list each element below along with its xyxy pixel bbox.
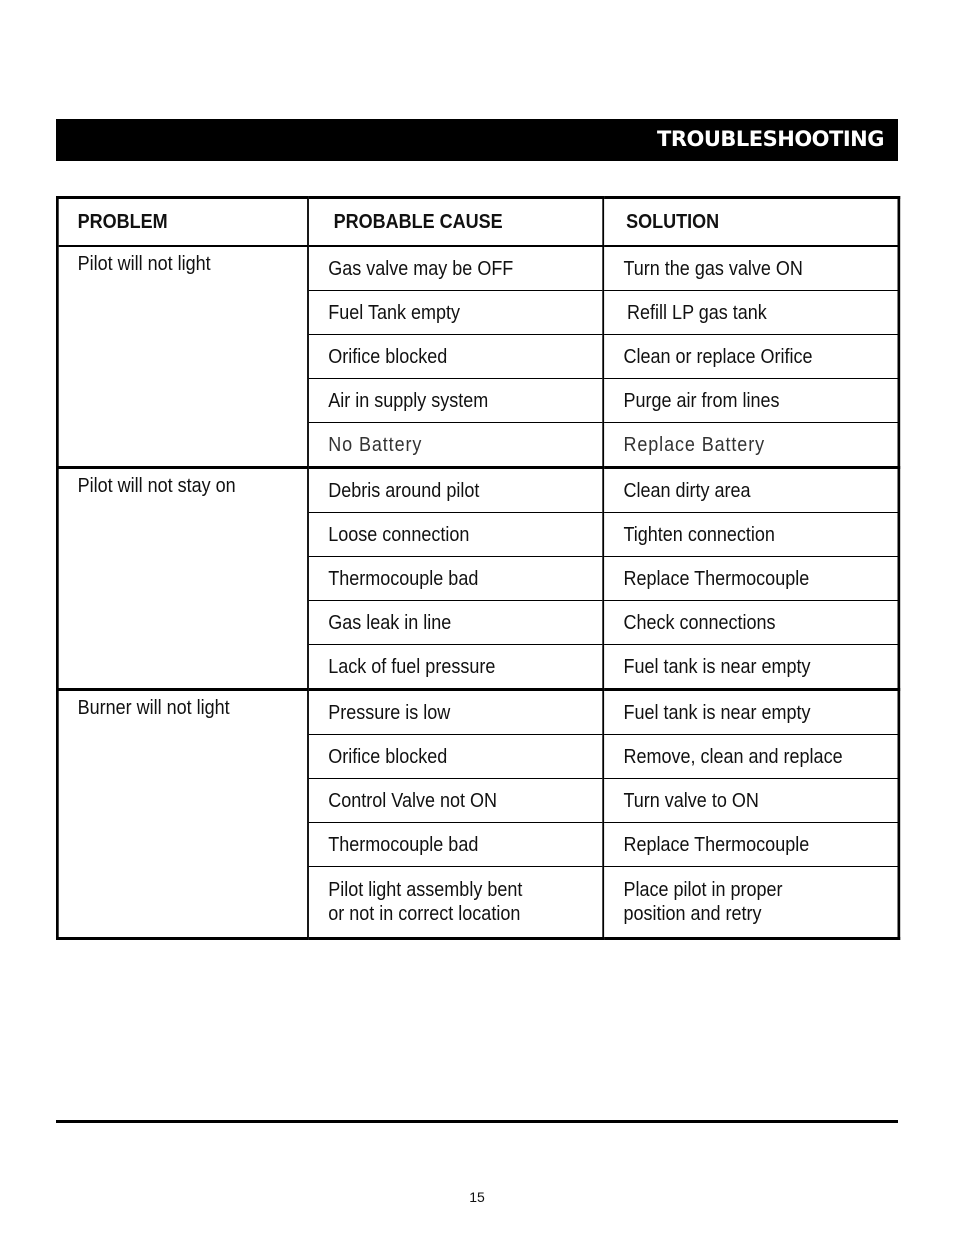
problem-cell: Burner will not light — [57, 690, 307, 939]
header-solution: SOLUTION — [603, 198, 899, 247]
cause-cell: Gas valve may be OFF — [308, 246, 603, 291]
table-row — [57, 246, 899, 291]
cause-cell: Orifice blocked — [308, 735, 603, 779]
cause-cell: Debris around pilot — [308, 468, 603, 513]
cause-cell: Air in supply system — [308, 379, 603, 423]
cause-cell: Orifice blocked — [308, 335, 603, 379]
table-header-row — [57, 198, 899, 247]
cause-cell — [308, 867, 603, 939]
section-title: TROUBLESHOOTING — [657, 127, 884, 151]
solution-cell: Purge air from lines — [603, 379, 899, 423]
solution-cell: Replace Battery — [603, 423, 899, 468]
problem-cell: Pilot will not light — [57, 246, 307, 468]
cause-cell: No Battery — [308, 423, 603, 468]
solution-line: Place pilot in proper — [623, 879, 783, 901]
solution-cell: Tighten connection — [603, 513, 899, 557]
header-probable-cause: PROBABLE CAUSE — [308, 198, 603, 247]
cause-cell: Loose connection — [308, 513, 603, 557]
solution-cell: Replace Thermocouple — [603, 823, 899, 867]
solution-cell: Replace Thermocouple — [603, 557, 899, 601]
solution-cell: Fuel tank is near empty — [603, 645, 899, 690]
solution-cell: Fuel tank is near empty — [603, 690, 899, 735]
table-row — [57, 690, 899, 735]
section-title-bar — [56, 119, 898, 161]
cause-line: Pilot light assembly bent — [328, 879, 523, 901]
cause-cell: Lack of fuel pressure — [308, 645, 603, 690]
troubleshooting-table — [56, 196, 900, 940]
solution-cell: Check connections — [603, 601, 899, 645]
cause-cell: Thermocouple bad — [308, 557, 603, 601]
solution-cell: Turn valve to ON — [603, 779, 899, 823]
table-row — [57, 468, 899, 513]
solution-cell: Clean or replace Orifice — [603, 335, 899, 379]
cause-cell: Thermocouple bad — [308, 823, 603, 867]
solution-cell: Refill LP gas tank — [603, 291, 899, 335]
solution-cell: Turn the gas valve ON — [603, 246, 899, 291]
cause-cell: Pressure is low — [308, 690, 603, 735]
cause-cell: Fuel Tank empty — [308, 291, 603, 335]
cause-cell: Gas leak in line — [308, 601, 603, 645]
problem-cell: Pilot will not stay on — [57, 468, 307, 690]
cause-cell: Control Valve not ON — [308, 779, 603, 823]
footer-divider — [56, 1120, 898, 1123]
solution-cell — [603, 867, 899, 939]
header-problem: PROBLEM — [57, 198, 307, 247]
solution-cell: Remove, clean and replace — [603, 735, 899, 779]
solution-line: position and retry — [623, 903, 762, 925]
solution-cell: Clean dirty area — [603, 468, 899, 513]
page-number: 15 — [469, 1189, 485, 1205]
cause-line: or not in correct location — [328, 903, 521, 925]
